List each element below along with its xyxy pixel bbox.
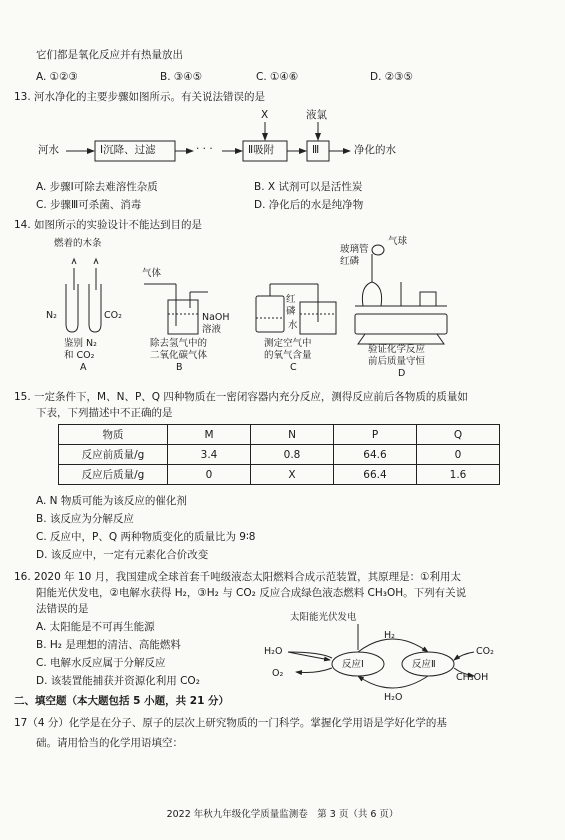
cycle-reaction-1: 反应Ⅰ bbox=[342, 659, 364, 670]
q13-option-d: D. 净化后的水是纯净物 bbox=[254, 199, 364, 211]
fig-c-p2: 磷 bbox=[286, 306, 296, 317]
table-row bbox=[59, 445, 500, 465]
fig-c-caption2: 的氧气含量 bbox=[264, 350, 312, 361]
q13-stem: 13. 河水净化的主要步骤如图所示。有关说法错误的是 bbox=[14, 91, 266, 103]
table-header-cell: N bbox=[251, 425, 334, 445]
q15-option-c: C. 反应中，P、Q 两种物质变化的质量比为 9∶8 bbox=[36, 531, 256, 543]
flow-reagent-chlorine: 液氯 bbox=[306, 109, 327, 121]
q13-option-a: A. 步骤Ⅰ可除去难溶性杂质 bbox=[36, 181, 158, 193]
fig-c-letter: C bbox=[290, 362, 297, 373]
fig-a-n2: N₂ bbox=[46, 310, 57, 321]
cycle-ch3oh: CH₃OH bbox=[456, 672, 489, 683]
fig-a-top: 燃着的木条 bbox=[54, 238, 102, 249]
fig-b-letter: B bbox=[176, 362, 183, 373]
q16-option-a: A. 太阳能是不可再生能源 bbox=[36, 621, 155, 633]
q12-option-b: B. ③④⑤ bbox=[160, 71, 203, 83]
fig-d-caption2: 前后质量守恒 bbox=[368, 356, 426, 367]
table-cell: X bbox=[251, 465, 334, 485]
fig-a-letter: A bbox=[80, 362, 87, 373]
q15-option-a: A. N 物质可能为该反应的催化剂 bbox=[36, 495, 187, 507]
q17-line1: 17（4 分）化学是在分子、原子的层次上研究物质的一门科学。掌握化学用语是学好化学的基 bbox=[14, 717, 447, 729]
q13-flow-lines bbox=[0, 0, 565, 200]
flow-product: 净化的水 bbox=[354, 144, 396, 156]
section-2-heading: 二、填空题（本大题包括 5 小题，共 21 分） bbox=[14, 695, 230, 707]
cycle-reaction-2: 反应Ⅱ bbox=[412, 659, 436, 670]
fig-d-red-phosphorus: 红磷 bbox=[340, 256, 360, 267]
fig-a-co2: CO₂ bbox=[104, 310, 122, 321]
q16-option-c: C. 电解水反应属于分解反应 bbox=[36, 657, 166, 669]
table-header-cell: Q bbox=[417, 425, 500, 445]
q12-option-c: C. ①④⑥ bbox=[256, 71, 299, 83]
cycle-co2: CO₂ bbox=[476, 646, 494, 657]
fig-d-glass-tube: 玻璃管 bbox=[340, 244, 369, 255]
fig-c-caption1: 测定空气中 bbox=[264, 338, 312, 349]
table-cell: 66.4 bbox=[334, 465, 417, 485]
q16-cycle-lines bbox=[260, 612, 500, 704]
table-row bbox=[59, 465, 500, 485]
q15-option-b: B. 该反应为分解反应 bbox=[36, 513, 134, 525]
table-header-cell: 物质 bbox=[59, 425, 168, 445]
cycle-solar-label: 太阳能光伏发电 bbox=[290, 612, 357, 623]
flow-step3: Ⅲ bbox=[312, 144, 320, 156]
table-cell: 反应前质量/g bbox=[59, 445, 168, 465]
flow-river: 河水 bbox=[38, 144, 59, 156]
fig-c-p1: 红 bbox=[286, 294, 296, 305]
q14-stem: 14. 如图所示的实验设计不能达到目的是 bbox=[14, 219, 203, 231]
fig-a-caption2: 和 CO₂ bbox=[64, 350, 95, 361]
q16-option-d: D. 该装置能捕获并资源化利用 CO₂ bbox=[36, 675, 200, 687]
q16-stem-line2: 阳能光伏发电，②电解水获得 H₂，③H₂ 与 CO₂ 反应合成绿色液态燃料 CH₃OH。下列有关说 bbox=[36, 587, 467, 599]
q16-stem-line1: 16. 2020 年 10 月，我国建成全球首套千吨级液态太阳燃料合成示范装置，其原理是：①利用太 bbox=[14, 571, 462, 583]
q13-flow-diagram bbox=[0, 0, 565, 200]
fig-d-letter: D bbox=[398, 368, 406, 379]
flow-step2: Ⅱ吸附 bbox=[248, 144, 275, 156]
table-header-row bbox=[59, 425, 500, 445]
table-cell: 64.6 bbox=[334, 445, 417, 465]
table-header-cell: M bbox=[168, 425, 251, 445]
q16-stem-line3: 法错误的是 bbox=[36, 603, 89, 615]
flow-reagent-x: X bbox=[261, 109, 269, 121]
fig-a-caption1: 鉴别 N₂ bbox=[64, 338, 97, 349]
fig-c-water: 水 bbox=[288, 320, 298, 331]
q12-tail: 它们都是氧化反应并有热量放出 bbox=[36, 49, 183, 61]
q16-option-b: B. H₂ 是理想的清洁、高能燃料 bbox=[36, 639, 181, 651]
table-cell: 1.6 bbox=[417, 465, 500, 485]
q15-stem-line2: 下表，下列描述中不正确的是 bbox=[36, 407, 173, 419]
flow-dots: · · · bbox=[196, 143, 213, 155]
fig-b-caption2: 二氧化碳气体 bbox=[150, 350, 208, 361]
cycle-h2-label: H₂ bbox=[384, 630, 395, 641]
table-header-cell: P bbox=[334, 425, 417, 445]
q16-cycle-diagram bbox=[260, 612, 500, 704]
q17-line2: 础。请用恰当的化学用语填空： bbox=[36, 737, 183, 749]
q15-option-d: D. 该反应中，一定有元素化合价改变 bbox=[36, 549, 209, 561]
q12-option-d: D. ②③⑤ bbox=[370, 71, 413, 83]
table-cell: 0 bbox=[417, 445, 500, 465]
fig-b-solution: 溶液 bbox=[202, 324, 222, 335]
q14-experiment-figures bbox=[0, 232, 565, 382]
fig-b-caption1: 除去氢气中的 bbox=[150, 338, 208, 349]
q15-stem-line1: 15. 一定条件下，M、N、P、Q 四种物质在一密闭容器内充分反应，测得反应前后各物质的质量如 bbox=[14, 391, 468, 403]
fig-b-gas: 气体 bbox=[142, 268, 162, 279]
q13-option-c: C. 步骤Ⅲ可杀菌、消毒 bbox=[36, 199, 142, 211]
q15-mass-table bbox=[58, 424, 500, 485]
cycle-h2o-bottom: H₂O bbox=[384, 692, 403, 703]
page-footer: 2022 年秋九年级化学质量监测卷 第 3 页（共 6 页） bbox=[166, 809, 399, 820]
cycle-h2o-left: H₂O bbox=[264, 646, 283, 657]
table-cell: 0.8 bbox=[251, 445, 334, 465]
q12-option-a: A. ①②③ bbox=[36, 71, 78, 83]
fig-d-caption1: 验证化学反应 bbox=[368, 344, 426, 355]
flow-step1: Ⅰ沉降、过滤 bbox=[100, 144, 156, 156]
table-cell: 反应后质量/g bbox=[59, 465, 168, 485]
table-cell: 3.4 bbox=[168, 445, 251, 465]
fig-d-balloon: 气球 bbox=[388, 236, 408, 247]
table-cell: 0 bbox=[168, 465, 251, 485]
q13-option-b: B. X 试剂可以是活性炭 bbox=[254, 181, 363, 193]
cycle-o2: O₂ bbox=[272, 668, 284, 679]
fig-b-naoh: NaOH bbox=[202, 312, 230, 323]
